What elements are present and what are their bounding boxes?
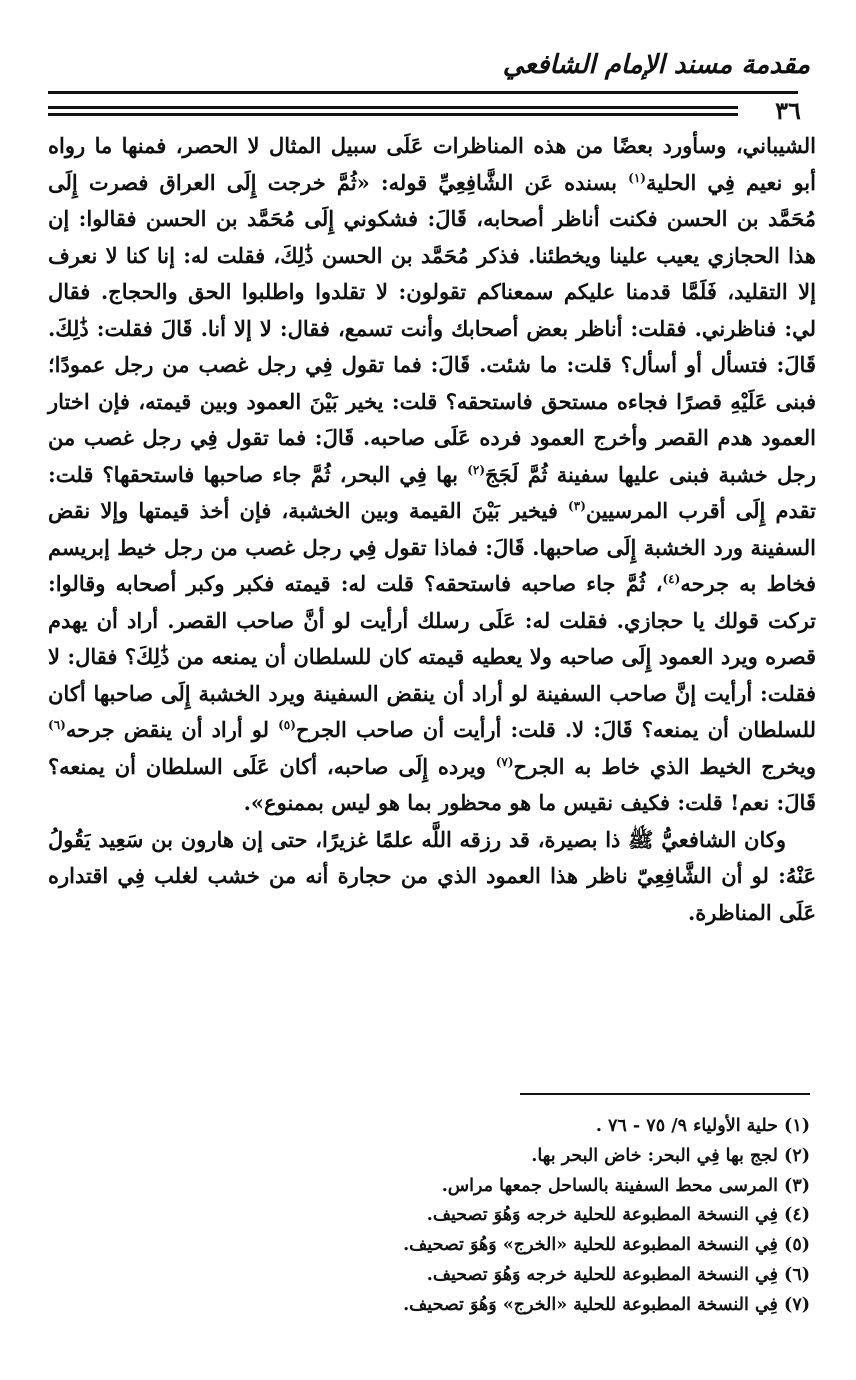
text-run: ، ثُمَّ جاء صاحبه فاستحقه؟ قلت له: قيمته فكبر وكبر أصحابه وقالوا: تركت قولك يا حجازي. فقلت له: عَلَى رسلك أرأيت لو أنَّ صاحب القصر. أراد أن يهدم قصره ويرد العمود إِلَى صاحبه ولا يعطيه قيمته كان للسلطان أن يمنعه من ذَٰلِكَ؟ فقال: لا فقلت: أرأيت إنَّ صاحب السفينة لو أراد أن ينقض السفينة ويرد الخشبة إِلَى صاحبها أكان للسلطان أن يمنعه؟ قَالَ: لا. قلت: أرأيت أن صاحب الجرح — [48, 571, 817, 742]
footnote-5: (٥) فِي النسخة المطبوعة للحلية «الخرج» وَهُوَ تصحيف. — [403, 1235, 810, 1256]
paragraph-2: وكان الشافعيُّ ﷺ ذا بصيرة، قد رزقه اللَّه علمًا غزيرًا، حتى إن هارون بن سَعِيد يَقُولُ عَنْهُ: لو أن الشَّافِعِيّ ناظر هذا العمود الذي من حجارة أنه من خشب لغلب فِي اقتداره عَلَى المناظرة. — [48, 826, 816, 925]
footnote-4: (٤) فِي النسخة المطبوعة للحلية خرجه وَهُوَ تصحيف. — [426, 1205, 810, 1226]
footnotes — [40, 1112, 810, 1321]
text-run: بها فِي البحر، ثُمَّ جاء صاحبها فاستحقها؟ قلت: تقدم إِلَى أقرب المرسيين — [48, 461, 816, 523]
text-run: فيخير بَيْنَ القيمة وبين الخشبة، فإن أخذ قيمتها وإلا نقض السفينة ورد الخشبة إِلَى صاحبها. قَالَ: فماذا تقول فِي رجل غصب من رجل خيط إبريسم فخاط به جرحه — [48, 498, 816, 596]
running-head-title: مقدمة مسند الإمام الشافعي — [502, 50, 810, 80]
text-run: ويرده إِلَى صاحبه، أكان عَلَى السلطان أن يمنعه؟ قَالَ: نعم! قلت: فكيف نقيس ما هو محظور بما هو ليس بممنوع». — [48, 753, 816, 815]
footnote-ref-2: (٢) — [467, 462, 486, 477]
footnote-ref-6: (٦) — [48, 718, 66, 732]
text-run: ويخرج الخيط الذي خاط به الجرح — [513, 753, 816, 779]
footnote-3: (٣) المرسى محط السفينة بالساحل جمعها مراس. — [441, 1175, 810, 1196]
text-run: الشيباني، وسأورد بعضًا من هذه المناظرات عَلَى سبيل المثال لا الحصر، فمنها ما رواه أبو نعيم فِي الحلية — [48, 133, 816, 195]
footnote-ref-7: (٧) — [495, 754, 514, 769]
footnote-ref-1: (١) — [628, 170, 646, 185]
footnote-6: (٦) فِي النسخة المطبوعة للحلية خرجه وَهُوَ تصحيف. — [426, 1264, 810, 1285]
footnote-ref-3: (٣) — [568, 499, 586, 513]
footnote-ref-5: (٥) — [278, 718, 296, 732]
page-number-row — [48, 96, 801, 125]
footnote-2: (٢) لجج بها فِي البحر: خاض البحر بها. — [531, 1145, 810, 1166]
footnote-1: (١) حلية الأولياء ٩/ ٧٥ - ٧٦ . — [595, 1116, 810, 1136]
text-run: بسنده عَن الشَّافِعِيِّ قوله: «ثُمَّ خرجت إِلَى العراق فصرت إِلَى مُحَمَّد بن الحسن فكنت أناظر أصحابه، قَالَ: فشكوني إِلَى مُحَمَّد بن الحسن فقالوا: إن هذا الحجازي يعيب علينا ويخطئنا. فذكر مُحَمَّد بن الحسن ذَٰلِكَ، فقلت له: إنا كنا لا نعرف إلا التقليد، فَلَمَّا قدمنا عليكم سمعناكم تقولون: لا تقلدوا واطلبوا الحق والحجاج. فقال لي: فناظرني. فقلت: أناظر بعض أصحابك وأنت تسمع، فقال: لا إلا أنا. قَالَ فقلت: ذَٰلِكَ. قَالَ: فتسأل أو أسأل؟ قلت: ما شئت. قَالَ: فما تقول فِي رجل غصب من رجل عمودًا؛ فبنى عَلَيْهِ قصرًا فجاءه مستحق فاستحقه؟ قلت: يخير بَيْنَ العمود وبين قيمته، فإن اختار العمود هدم القصر وأخرج العمود فرده عَلَى صاحبه. قَالَ: فما تقول فِي رجل غصب من رجل خشبة فبنى عليها سفينة ثُمَّ لَجَجَ — [48, 169, 816, 487]
footnote-separator — [520, 1093, 810, 1095]
paragraph-1 — [48, 128, 816, 822]
text-run: لو أراد أن ينقض جرحه — [65, 717, 279, 742]
footnote-ref-4: (٤) — [662, 572, 681, 586]
main-text — [48, 128, 816, 931]
header-rule — [48, 91, 798, 94]
footnote-7: (٧) فِي النسخة المطبوعة للحلية «الخرج» وَهُوَ تصحيف. — [403, 1294, 810, 1315]
page-number-rule-top — [48, 106, 738, 109]
page-number: ٣٦ — [748, 100, 828, 122]
page-number-rule-bottom — [48, 113, 738, 116]
